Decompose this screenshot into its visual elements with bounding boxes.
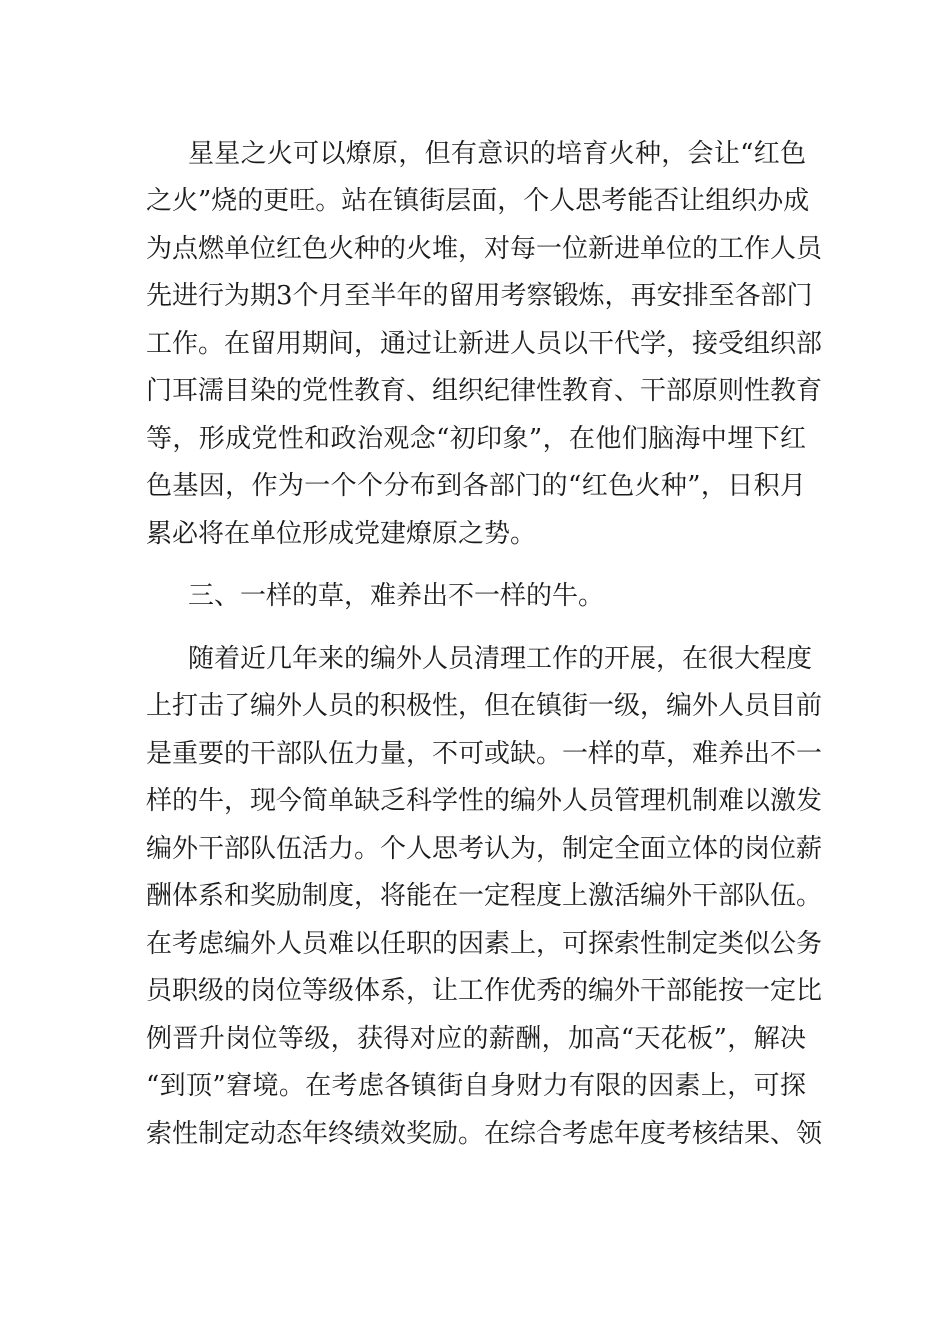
paragraph-2-line-7: 在考虑编外人员难以任职的因素上，可探索性制定类似公务 [146, 929, 823, 959]
paragraph-2-line-6: 酬体系和奖励制度，将能在一定程度上激活编外干部队伍。 [146, 881, 823, 911]
paragraph-2-line-9: 例晋升岗位等级，获得对应的薪酬，加高“天花板”，解决 [146, 1024, 806, 1054]
paragraph-1-line-2: 之火”烧的更旺。站在镇街层面，个人思考能否让组织办成 [146, 186, 810, 216]
paragraph-1-line-1: 星星之火可以燎原，但有意识的培育火种，会让“红色 [188, 139, 806, 169]
paragraph-1-line-3: 为点燃单位红色火种的火堆，对每一位新进单位的工作人员 [146, 234, 823, 264]
paragraph-1-line-8: 色基因，作为一个个分布到各部门的“红色火种”，日积月 [146, 471, 806, 501]
paragraph-2-line-3: 是重要的干部队伍力量，不可或缺。一样的草，难养出不一 [146, 739, 823, 769]
paragraph-2-line-11: 索性制定动态年终绩效奖励。在综合考虑年度考核结果、领 [146, 1119, 823, 1149]
paragraph-2-line-5: 编外干部队伍活力。个人思考认为，制定全面立体的岗位薪 [146, 834, 823, 864]
paragraph-1-line-5: 工作。在留用期间，通过让新进人员以干代学，接受组织部 [146, 329, 823, 359]
section-heading: 三、一样的草，难养出不一样的牛。 [188, 581, 605, 611]
paragraph-1-line-9: 累必将在单位形成党建燎原之势。 [146, 519, 537, 549]
paragraph-1-line-7: 等，形成党性和政治观念“初印象”，在他们脑海中埋下红 [146, 424, 806, 454]
paragraph-1-line-6: 门耳濡目染的党性教育、组织纪律性教育、干部原则性教育 [146, 376, 823, 406]
paragraph-1-line-4: 先进行为期3个月至半年的留用考察锻炼，再安排至各部门 [146, 281, 813, 311]
paragraph-2-line-2: 上打击了编外人员的积极性，但在镇街一级，编外人员目前 [146, 691, 823, 721]
paragraph-2-line-8: 员职级的岗位等级体系，让工作优秀的编外干部能按一定比 [146, 976, 823, 1006]
paragraph-2-line-4: 样的牛，现今简单缺乏科学性的编外人员管理机制难以激发 [146, 786, 823, 816]
paragraph-2-line-10: “到顶”窘境。在考虑各镇街自身财力有限的因素上，可探 [146, 1071, 806, 1101]
paragraph-2-line-1: 随着近几年来的编外人员清理工作的开展，在很大程度 [188, 644, 813, 674]
